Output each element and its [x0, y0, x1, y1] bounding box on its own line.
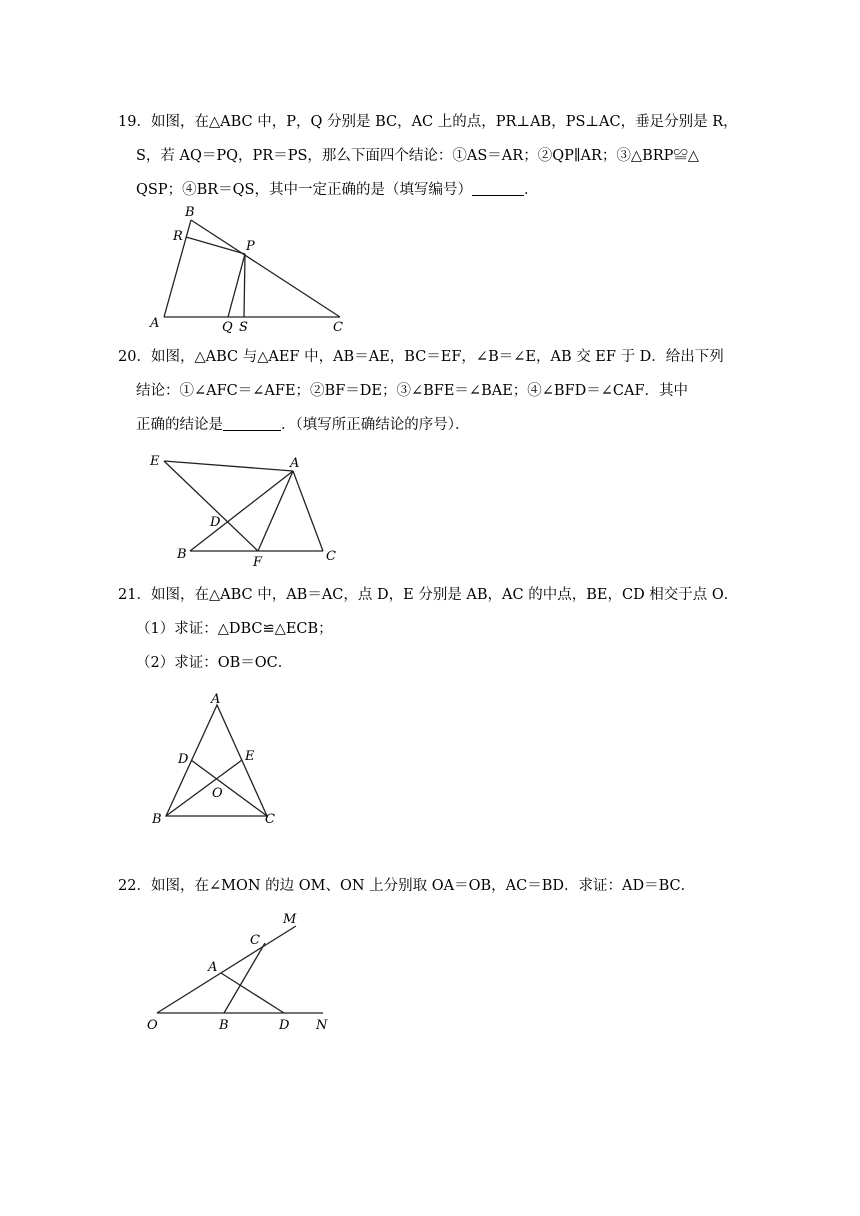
q22-label-m: M [283, 912, 297, 927]
q22-label-b: B [219, 1018, 229, 1033]
q21-line-1: 21．如图，在△ABC 中，AB＝AC，点 D，E 分别是 AB，AC 的中点，BE，CD 相交于点 O． [118, 587, 739, 603]
q19-segment-pr [186, 237, 245, 254]
q20-line-3: 正确的结论是 ．（填写所正确结论的序号）． [136, 417, 470, 433]
q22-figure [140, 905, 345, 1037]
q21-label-b: B [152, 812, 162, 827]
q20-segment-ac [293, 471, 323, 551]
q20-label-d: D [210, 515, 221, 530]
q19-answer-blank[interactable] [472, 181, 524, 196]
q22-label-n: N [316, 1018, 328, 1033]
q19-label-s: S [239, 320, 248, 335]
q20-label-a: A [290, 456, 300, 471]
q19-label-q: Q [222, 320, 233, 335]
q22-line-1: 22．如图，在∠MON 的边 OM、ON 上分别取 OA＝OB，AC＝BD．求证：AD＝BC． [118, 878, 696, 894]
q20-segment-ef [164, 461, 258, 551]
q19-label-c: C [333, 320, 343, 335]
q21-label-d: D [178, 752, 189, 767]
q19-line-2: S，若 AQ＝PQ，PR＝PS，那么下面四个结论：①AS＝AR；②QP∥AR；③△BRP≌△ [136, 148, 700, 164]
q19-line-1: 19．如图，在△ABC 中，P，Q 分别是 BC，AC 上的点，PR⊥AB，PS⊥AC，垂足分别是 R， [118, 114, 738, 130]
q21-part-2: （2）求证：OB＝OC． [136, 655, 293, 671]
q20-segment-ea [164, 461, 293, 471]
q22-segment-bc [224, 943, 265, 1013]
q20-line-1: 20．如图，△ABC 与△AEF 中，AB＝AE，BC＝EF，∠B＝∠E，AB 交 EF 于 D．给出下列 [118, 349, 724, 365]
q22-label-c: C [250, 933, 260, 948]
q19-label-b: B [185, 205, 195, 220]
q20-label-f: F [253, 555, 263, 570]
q20-label-c: C [326, 549, 336, 564]
q20-label-b: B [177, 547, 187, 562]
q22-label-o: O [147, 1018, 158, 1033]
q21-number: 21． [118, 587, 151, 603]
q20-segment-ab [190, 471, 293, 551]
q21-segment-cd [191, 760, 267, 816]
q21-label-o: O [212, 786, 223, 801]
q19-label-r: R [173, 229, 183, 244]
q19-segment-ps [244, 254, 245, 317]
q22-ray-om [157, 926, 296, 1013]
q19-side-bc [191, 220, 340, 317]
q22-label-a: A [208, 960, 218, 975]
q19-line-3: QSP；④BR＝QS，其中一定正确的是（填写编号） ． [136, 182, 539, 198]
q20-line-2: 结论：①∠AFC＝∠AFE；②BF＝DE；③∠BFE＝∠BAE；④∠BFD＝∠CAF．其中 [136, 383, 689, 399]
q19-segment-pq [228, 254, 245, 317]
q22-number: 22． [118, 878, 151, 894]
q21-label-c: C [265, 812, 275, 827]
q21-figure [145, 688, 295, 830]
q20-answer-blank[interactable] [223, 416, 281, 431]
q22-label-d: D [279, 1018, 290, 1033]
q19-label-a: A [150, 316, 160, 331]
q21-label-e: E [245, 749, 255, 764]
q20-figure [140, 448, 350, 570]
q19-label-p: P [246, 239, 255, 254]
q19-figure [140, 200, 360, 340]
q22-segment-ad [221, 973, 284, 1013]
q19-number: 19． [118, 114, 151, 130]
q21-label-a: A [211, 692, 221, 707]
q21-part-1: （1）求证：△DBC≌△ECB； [136, 621, 333, 637]
q20-segment-af [258, 471, 293, 551]
q20-label-e: E [150, 454, 160, 469]
q20-number: 20． [118, 349, 151, 365]
q21-segment-be [166, 760, 242, 816]
